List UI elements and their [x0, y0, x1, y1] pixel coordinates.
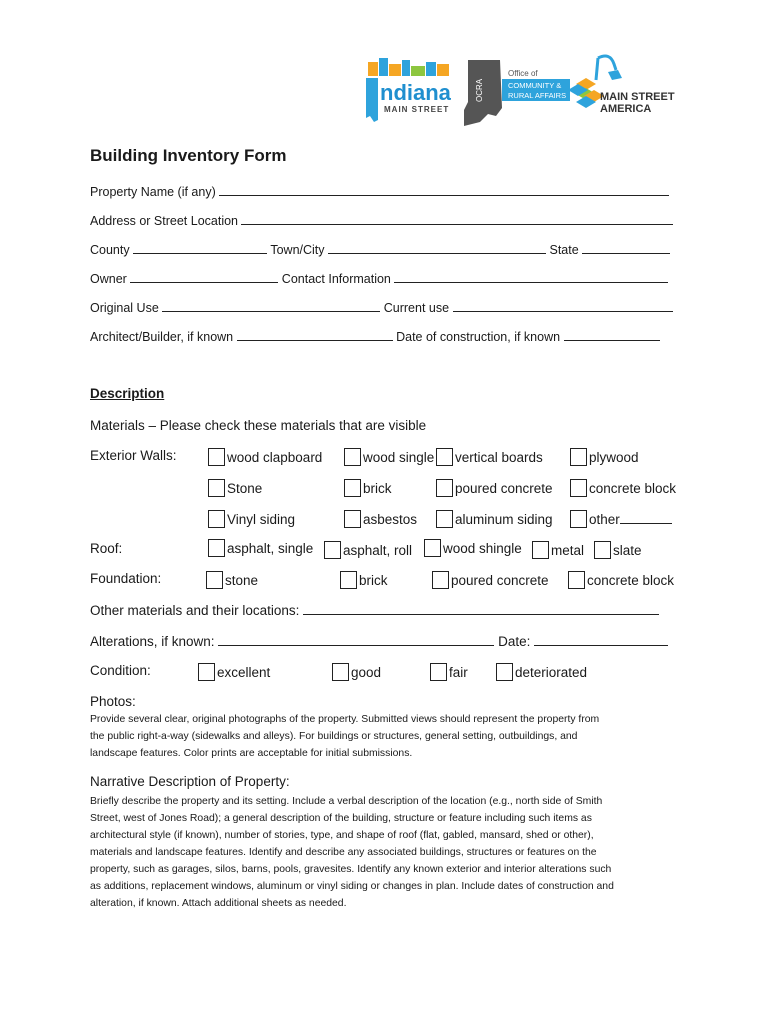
current-use-line[interactable] — [453, 300, 673, 312]
checkbox-vinyl-siding[interactable]: Vinyl siding — [208, 510, 295, 528]
svg-text:MAIN STREET: MAIN STREET — [600, 91, 675, 103]
condition-label: Condition: — [90, 663, 151, 678]
alterations-line[interactable] — [218, 633, 494, 646]
address-field[interactable] — [90, 213, 673, 228]
checkbox-asbestos[interactable]: asbestos — [344, 510, 417, 528]
partner-logos — [360, 50, 690, 130]
checkbox-asphalt-roll[interactable]: asphalt, roll — [324, 541, 412, 559]
checkbox-box[interactable] — [344, 448, 361, 466]
checkbox-box[interactable] — [432, 571, 449, 589]
checkbox-aluminum-siding[interactable]: aluminum siding — [436, 510, 553, 528]
checkbox-good[interactable]: good — [332, 663, 381, 681]
checkbox-box[interactable] — [332, 663, 349, 681]
checkbox-box[interactable] — [208, 448, 225, 466]
checkbox-box[interactable] — [570, 479, 587, 497]
checkbox-excellent[interactable]: excellent — [198, 663, 270, 681]
checkbox-box[interactable] — [344, 479, 361, 497]
original-use-label: Original Use — [90, 301, 159, 315]
checkbox-box[interactable] — [436, 479, 453, 497]
checkbox-box[interactable] — [436, 448, 453, 466]
checkbox-vertical-boards[interactable]: vertical boards — [436, 448, 543, 466]
svg-text:ndiana: ndiana — [380, 80, 451, 105]
narrative-line: architectural style (if known), number of stories, type, and shape of roof (flat, gabled, mansard, shed or other), — [90, 830, 594, 841]
indiana-main-street-logo — [366, 58, 452, 122]
roof-label: Roof: — [90, 541, 123, 556]
checkbox-plywood[interactable]: plywood — [570, 448, 639, 466]
narrative-line: Street, west of Jones Road); a general description of the building, structure or feature including such items as — [90, 813, 592, 824]
state-label: State — [549, 243, 579, 257]
checkbox-box[interactable] — [208, 479, 225, 497]
checkbox-box[interactable] — [208, 539, 225, 557]
town-city-label: Town/City — [270, 243, 325, 257]
narrative-line: property, such as garages, silos, barns, pools, gravesites. Identify any known exterior and interior alterations such — [90, 864, 612, 875]
checkbox-box[interactable] — [324, 541, 341, 559]
photos-heading: Photos: — [90, 694, 136, 709]
checkbox-box[interactable] — [568, 571, 585, 589]
property-name-label: Property Name (if any) — [90, 185, 216, 199]
checkbox-fair[interactable]: fair — [430, 663, 468, 681]
address-line[interactable] — [241, 213, 673, 225]
checkbox-box[interactable] — [436, 510, 453, 528]
svg-text:OCRA: OCRA — [475, 78, 484, 102]
property-name-line[interactable] — [219, 184, 669, 196]
alterations-row — [90, 633, 668, 649]
town-city-line[interactable] — [328, 242, 546, 254]
exterior-walls-label: Exterior Walls: — [90, 448, 177, 463]
county-line[interactable] — [133, 242, 267, 254]
contact-line[interactable] — [394, 271, 668, 283]
architect-line[interactable] — [237, 329, 393, 341]
date-line[interactable] — [534, 633, 668, 646]
checkbox-box[interactable] — [340, 571, 357, 589]
photos-paragraph — [90, 711, 680, 762]
other-line[interactable] — [620, 511, 672, 524]
svg-text:MAIN STREET: MAIN STREET — [384, 105, 450, 114]
current-use-label: Current use — [383, 301, 450, 315]
other-materials-row — [90, 602, 659, 618]
checkbox-box[interactable] — [570, 510, 587, 528]
county-label: County — [90, 243, 130, 257]
checkbox-concrete-block[interactable]: concrete block — [570, 479, 676, 497]
checkbox-wood-single[interactable]: wood single — [344, 448, 434, 466]
checkbox-stone[interactable]: Stone — [208, 479, 262, 497]
checkbox-asphalt-single[interactable]: asphalt, single — [208, 539, 313, 557]
svg-text:COMMUNITY &: COMMUNITY & — [508, 81, 562, 90]
checkbox-box[interactable] — [344, 510, 361, 528]
photos-line: landscape features. Color prints are acceptable for initial submissions. — [90, 748, 413, 759]
checkbox-box[interactable] — [424, 539, 441, 557]
svg-text:AMERICA: AMERICA — [600, 103, 652, 115]
checkbox-foundation-concrete-block[interactable]: concrete block — [568, 571, 674, 589]
owner-label: Owner — [90, 272, 127, 286]
checkbox-box[interactable] — [198, 663, 215, 681]
checkbox-box[interactable] — [532, 541, 549, 559]
form-title: Building Inventory Form — [90, 146, 287, 165]
checkbox-foundation-brick[interactable]: brick — [340, 571, 388, 589]
ocra-logo — [464, 60, 570, 126]
county-row — [90, 242, 670, 257]
checkbox-brick[interactable]: brick — [344, 479, 392, 497]
checkbox-poured-concrete[interactable]: poured concrete — [436, 479, 553, 497]
checkbox-foundation-poured-concrete[interactable]: poured concrete — [432, 571, 549, 589]
narrative-line: as additions, replacement windows, aluminum or vinyl siding or changes in plan. Include dates of construction and — [90, 881, 614, 892]
address-label: Address or Street Location — [90, 214, 238, 228]
checkbox-box[interactable] — [496, 663, 513, 681]
photos-line: Provide several clear, original photographs of the property. Submitted views should represent the property from — [90, 714, 600, 725]
checkbox-deteriorated[interactable]: deteriorated — [496, 663, 587, 681]
materials-intro: Materials – Please check these materials that are visible — [90, 418, 427, 433]
checkbox-foundation-stone[interactable]: stone — [206, 571, 258, 589]
checkbox-box[interactable] — [208, 510, 225, 528]
owner-row — [90, 271, 668, 286]
checkbox-box[interactable] — [206, 571, 223, 589]
property-name-field[interactable] — [90, 184, 669, 199]
checkbox-metal[interactable]: metal — [532, 541, 584, 559]
owner-line[interactable] — [130, 271, 278, 283]
checkbox-box[interactable] — [430, 663, 447, 681]
architect-row — [90, 329, 660, 344]
checkbox-box[interactable] — [594, 541, 611, 559]
checkbox-slate[interactable]: slate — [594, 541, 642, 559]
use-row — [90, 300, 673, 315]
main-street-america-logo — [568, 56, 675, 115]
foundation-label: Foundation: — [90, 571, 162, 586]
narrative-paragraph — [90, 793, 680, 912]
narrative-line: materials and landscape features. Identify and describe any associated buildings, structures or features on the — [90, 847, 597, 858]
logo-bar — [360, 50, 690, 130]
svg-text:Office of: Office of — [508, 69, 538, 78]
description-heading: Description — [90, 386, 165, 401]
checkbox-box[interactable] — [570, 448, 587, 466]
state-line[interactable] — [582, 242, 670, 254]
date-construction-label: Date of construction, if known — [396, 330, 561, 344]
date-construction-line[interactable] — [564, 329, 660, 341]
other-materials-label: Other materials and their locations: — [90, 603, 300, 618]
architect-label: Architect/Builder, if known — [90, 330, 234, 344]
svg-text:RURAL AFFAIRS: RURAL AFFAIRS — [508, 91, 567, 100]
checkbox-wood-clapboard[interactable]: wood clapboard — [208, 448, 322, 466]
narrative-line: Briefly describe the property and its setting. Include a verbal description of the location (e.g., north side of Smith — [90, 796, 603, 807]
other-materials-line[interactable] — [303, 602, 659, 615]
alterations-label: Alterations, if known: — [90, 634, 215, 649]
date-label: Date: — [498, 634, 531, 649]
narrative-heading: Narrative Description of Property: — [90, 774, 290, 789]
checkbox-wood-shingle[interactable]: wood shingle — [424, 539, 522, 557]
narrative-line: alteration, if known. Attach additional sheets as needed. — [90, 898, 347, 909]
original-use-line[interactable] — [162, 300, 380, 312]
checkbox-other[interactable]: other — [570, 510, 672, 528]
contact-label: Contact Information — [281, 272, 391, 286]
photos-line: the public right-a-way (sidewalks and alleys). For buildings or structures, general setting, outbuildings, and — [90, 731, 578, 742]
